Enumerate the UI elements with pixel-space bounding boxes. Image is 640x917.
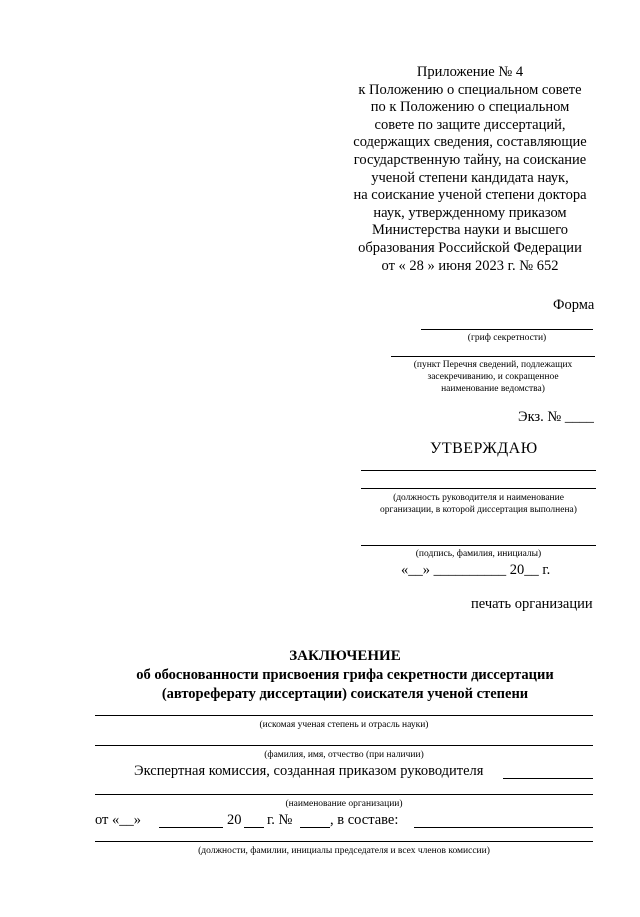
appendix-line: ученой степени кандидата наук, — [371, 169, 569, 186]
members-caption: (должности, фамилии, инициалы председателя и всех членов комиссии) — [198, 846, 490, 856]
appendix-line: наук, утвержденному приказом — [373, 204, 567, 221]
order-number-label: г. № — [267, 812, 293, 828]
copy-number-label: Экз. № ____ — [518, 409, 594, 425]
appendix-block — [345, 64, 595, 275]
appendix-line: Приложение № 4 — [416, 64, 524, 80]
position-caption-line: (должность руководителя и наименование — [393, 493, 564, 503]
approver-line-2 — [361, 488, 596, 489]
approver-line-1 — [361, 470, 596, 471]
appendix-line: к Положению о специальном совете — [358, 81, 582, 98]
approve-label: УТВЕРЖДАЮ — [430, 440, 538, 457]
appendix-line: Министерства науки и высшего — [371, 222, 569, 239]
secrecy-line — [421, 329, 593, 330]
appendix-line: по к Положению о специальном — [370, 99, 570, 116]
appendix-line: содержащих сведения, составляющие — [353, 134, 587, 151]
approval-date: «__» __________ 20__ г. — [401, 562, 551, 578]
form-label: Форма — [553, 297, 595, 313]
item-caption-line: наименование ведомства) — [441, 384, 545, 394]
order-number-line — [300, 827, 330, 828]
item-caption — [386, 359, 600, 395]
commission-fill-line — [503, 778, 593, 779]
conclusion-subtitle-line2: (автореферату диссертации) соискателя ученой степени — [161, 686, 529, 702]
appendix-line: государственную тайну, на соискание — [353, 151, 587, 168]
composition-line — [414, 827, 593, 828]
composition-label: , в составе: — [330, 812, 399, 828]
appendix-line: образования Российской Федерации — [358, 239, 582, 256]
item-line — [391, 356, 595, 357]
conclusion-subtitle-line1: об обоснованности присвоения грифа секретности диссертации — [136, 667, 554, 683]
position-caption — [356, 492, 601, 516]
order-date-prefix: от «__» — [95, 812, 142, 828]
signature-line — [361, 545, 596, 546]
position-caption-line: организации, в которой диссертация выполнена) — [380, 505, 577, 515]
commission-text: Экспертная комиссия, созданная приказом руководителя — [134, 763, 484, 779]
organization-line — [95, 794, 593, 795]
order-year-line — [244, 827, 264, 828]
members-line — [95, 841, 593, 842]
item-caption-line: засекречиванию, и сокращенное — [427, 372, 559, 382]
appendix-line: совете по защите диссертаций, — [374, 116, 566, 133]
seal-label: печать организации — [471, 596, 593, 612]
order-year-prefix: 20 — [227, 812, 242, 828]
appendix-line: на соискание ученой степени доктора — [353, 187, 587, 204]
name-caption: (фамилия, имя, отчество (при наличии) — [264, 750, 424, 760]
degree-line — [95, 715, 593, 716]
organization-caption: (наименование организации) — [285, 799, 403, 809]
conclusion-title: ЗАКЛЮЧЕНИЕ — [289, 648, 401, 664]
secrecy-caption: (гриф секретности) — [467, 333, 547, 343]
name-line — [95, 745, 593, 746]
signature-caption: (подпись, фамилия, инициалы) — [415, 549, 542, 559]
item-caption-line: (пункт Перечня сведений, подлежащих — [413, 360, 573, 370]
order-month-line — [159, 827, 223, 828]
appendix-line: от « 28 » июня 2023 г. № 652 — [381, 257, 559, 274]
degree-caption: (искомая ученая степень и отрасль науки) — [259, 720, 429, 730]
